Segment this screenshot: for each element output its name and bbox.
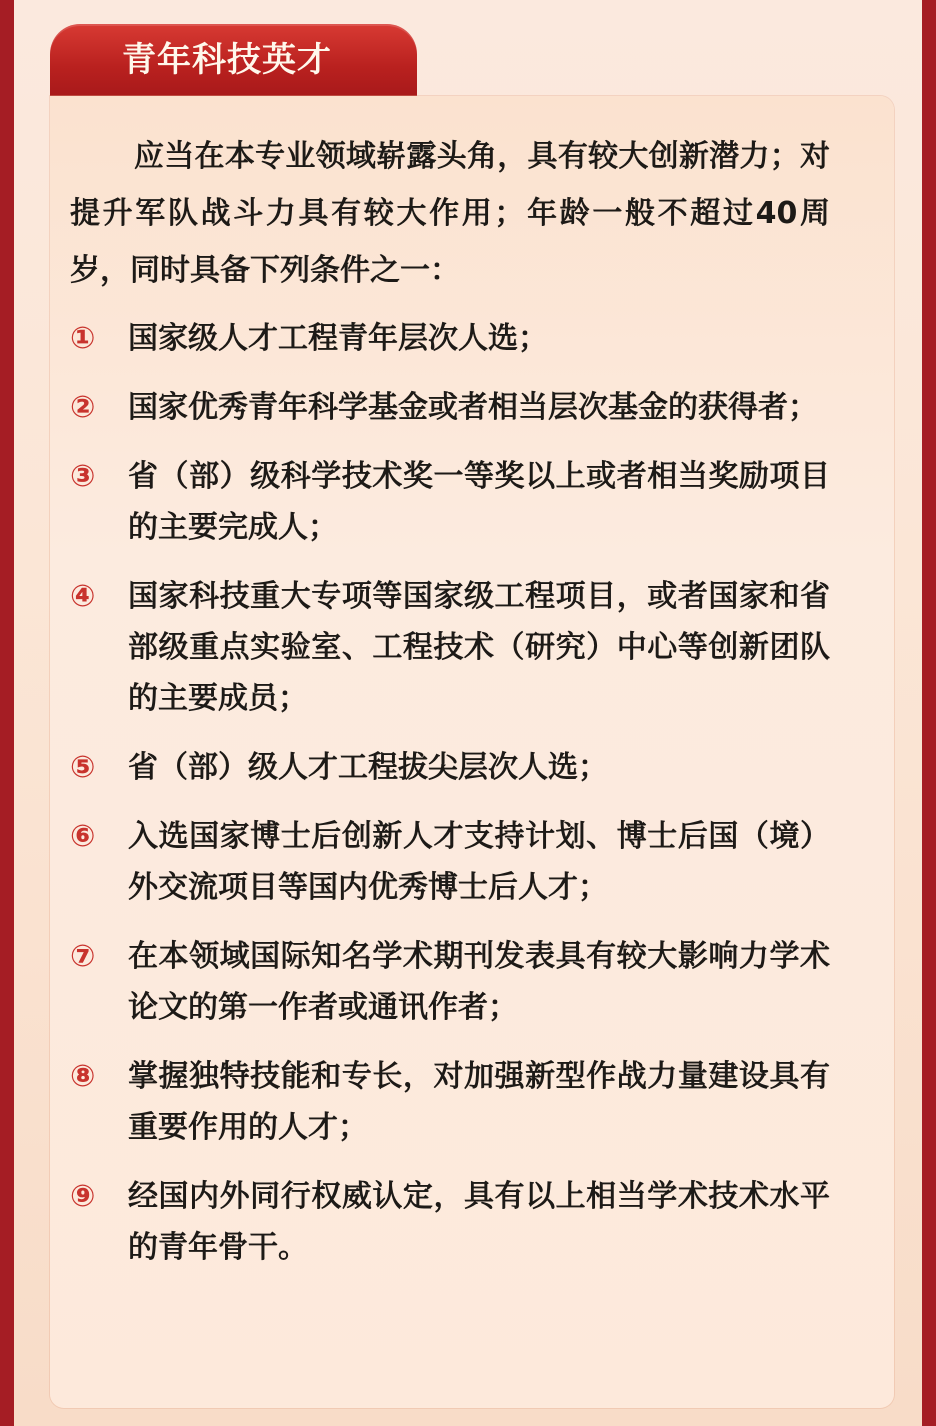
item-text: 国家优秀青年科学基金或者相当层次基金的获得者； [128, 390, 818, 425]
item-number: ④ [70, 579, 96, 614]
item-text: 入选国家博士后创新人才支持计划、博士后国（境）外交流项目等国内优秀博士后人才； [128, 819, 830, 905]
item-number: ⑧ [70, 1059, 96, 1094]
page-background [14, 0, 922, 1426]
content-body [70, 128, 830, 1291]
list-item [70, 811, 830, 913]
item-number: ③ [70, 459, 96, 494]
criteria-list [70, 313, 830, 1273]
item-number: ⑨ [70, 1179, 96, 1214]
list-item [70, 742, 830, 793]
list-item [70, 931, 830, 1033]
list-item [70, 382, 830, 433]
intro-paragraph: 应当在本专业领域崭露头角，具有较大创新潜力；对提升军队战斗力具有较大作用；年龄一般不超过40周岁，同时具备下列条件之一： [70, 139, 830, 288]
item-text: 国家级人才工程青年层次人选； [128, 321, 548, 356]
list-item [70, 451, 830, 553]
item-text: 在本领域国际知名学术期刊发表具有较大影响力学术论文的第一作者或通讯作者； [128, 939, 830, 1025]
item-number: ② [70, 390, 96, 425]
item-text: 掌握独特技能和专长，对加强新型作战力量建设具有重要作用的人才； [128, 1059, 830, 1145]
section-title-tab [50, 24, 417, 96]
item-text: 经国内外同行权威认定，具有以上相当学术技术水平的青年骨干。 [128, 1179, 830, 1265]
list-item [70, 313, 830, 364]
list-item [70, 1171, 830, 1273]
list-item [70, 1051, 830, 1153]
item-text: 省（部）级科学技术奖一等奖以上或者相当奖励项目的主要完成人； [128, 459, 830, 545]
section-title: 青年科技英才 [122, 40, 332, 80]
item-number: ⑦ [70, 939, 96, 974]
item-number: ① [70, 321, 96, 356]
list-item [70, 571, 830, 724]
item-text: 省（部）级人才工程拔尖层次人选； [128, 750, 608, 785]
item-number: ⑤ [70, 750, 96, 785]
item-number: ⑥ [70, 819, 96, 854]
item-text: 国家科技重大专项等国家级工程项目，或者国家和省部级重点实验室、工程技术（研究）中心等创新团队的主要成员； [128, 579, 830, 716]
